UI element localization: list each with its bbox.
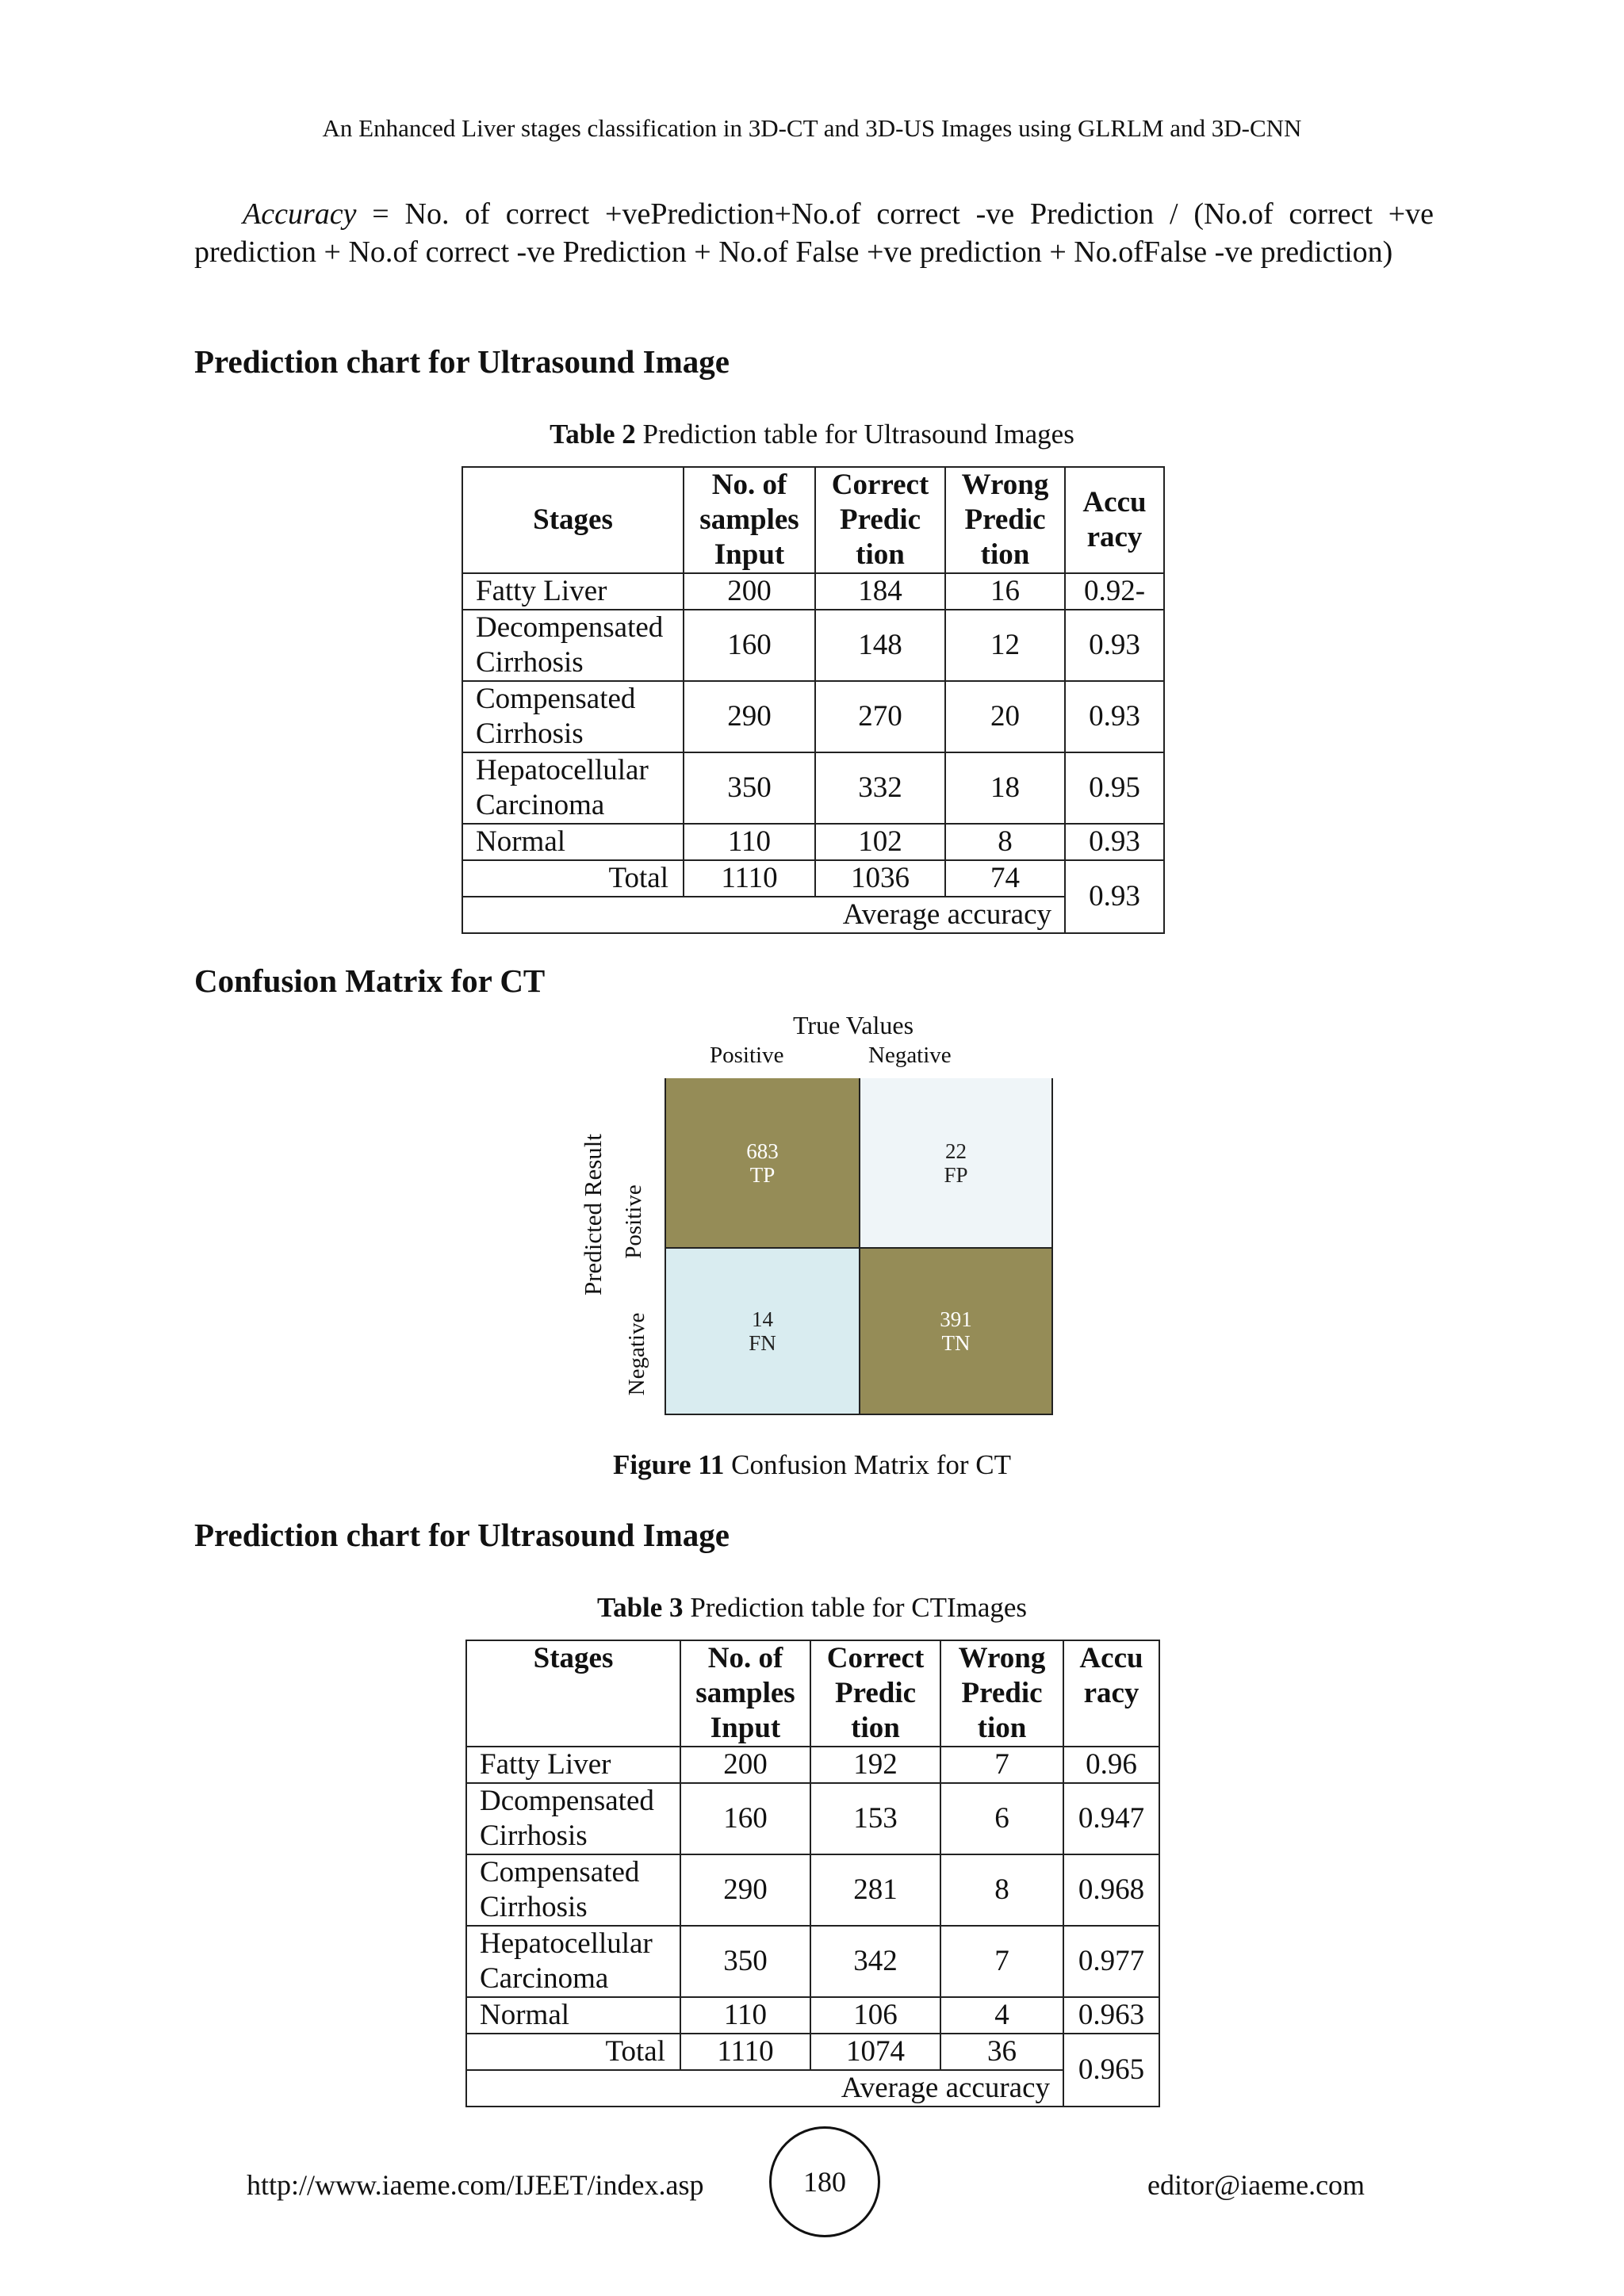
samples-cell: 200	[684, 573, 815, 610]
accuracy-cell: 0.947	[1063, 1783, 1159, 1854]
header-stages: Stages	[466, 1640, 680, 1747]
total-samples: 1110	[680, 2034, 810, 2070]
tn-code: TN	[941, 1331, 971, 1355]
header-samples: No. of samples Input	[680, 1640, 810, 1747]
stage-cell: Fatty Liver	[462, 573, 684, 610]
section-title-ultrasound: Prediction chart for Ultrasound Image	[194, 343, 730, 380]
stage-cell: Normal	[462, 824, 684, 860]
accuracy-cell: 0.968	[1063, 1854, 1159, 1926]
row-positive-label: Positive	[621, 1184, 646, 1259]
stage-cell: Compensated Cirrhosis	[466, 1854, 680, 1926]
stage-cell: Hepatocellular Carcinoma	[462, 752, 684, 824]
accuracy-cell: 0.963	[1063, 1997, 1159, 2034]
formula-text: = No. of correct +vePrediction+No.of correct -ve Prediction / (No.of correct +ve prediction + No.of correct -ve Prediction + No.of False +ve prediction + No.ofFalse -ve prediction)	[194, 197, 1434, 269]
accuracy-cell: 0.93	[1065, 681, 1164, 752]
stage-cell: Hepatocellular Carcinoma	[466, 1926, 680, 1997]
prediction-table-ct	[465, 1640, 1160, 2107]
samples-cell: 110	[684, 824, 815, 860]
total-label: Total	[462, 860, 684, 897]
wrong-cell: 6	[940, 1783, 1063, 1854]
table-row	[462, 573, 1164, 610]
table-row	[462, 824, 1164, 860]
fn-code: FN	[749, 1331, 776, 1355]
header-wrong: Wrong Predic tion	[940, 1640, 1063, 1747]
header-accuracy: Accu racy	[1065, 467, 1164, 573]
average-row	[462, 897, 1164, 933]
table-row	[466, 1926, 1159, 1997]
cell-fn	[665, 1247, 860, 1415]
total-samples: 1110	[684, 860, 815, 897]
header-correct: Correct Predic tion	[815, 467, 945, 573]
section-title-ultrasound-2: Prediction chart for Ultrasound Image	[194, 1517, 730, 1553]
correct-cell: 153	[810, 1783, 940, 1854]
section-title-confusion: Confusion Matrix for CT	[194, 962, 546, 999]
stage-cell: Normal	[466, 1997, 680, 2034]
total-label: Total	[466, 2034, 680, 2070]
stage-cell: Decompensated Cirrhosis	[462, 610, 684, 681]
col-positive-label: Positive	[710, 1043, 784, 1068]
accuracy-cell: 0.95	[1065, 752, 1164, 824]
samples-cell: 350	[684, 752, 815, 824]
samples-cell: 200	[680, 1747, 810, 1783]
header-wrong: Wrong Predic tion	[945, 467, 1065, 573]
total-row	[462, 860, 1164, 897]
average-accuracy-label: Average accuracy	[466, 2070, 1063, 2107]
header-stages: Stages	[462, 467, 684, 573]
accuracy-cell: 0.96	[1063, 1747, 1159, 1783]
table-row	[466, 1783, 1159, 1854]
correct-cell: 148	[815, 610, 945, 681]
page-number-text: 180	[803, 2166, 846, 2198]
samples-cell: 290	[684, 681, 815, 752]
col-negative-label: Negative	[868, 1043, 952, 1068]
header-samples: No. of samples Input	[684, 467, 815, 573]
correct-cell: 332	[815, 752, 945, 824]
header-accuracy: Accu racy	[1063, 1640, 1159, 1747]
total-correct: 1074	[810, 2034, 940, 2070]
wrong-cell: 12	[945, 610, 1065, 681]
accuracy-cell: 0.92-	[1065, 573, 1164, 610]
average-accuracy-value: 0.93	[1065, 860, 1164, 933]
correct-cell: 192	[810, 1747, 940, 1783]
correct-cell: 106	[810, 1997, 940, 2034]
table2-caption-text: Prediction table for Ultrasound Images	[635, 419, 1074, 450]
table-row	[462, 681, 1164, 752]
stage-cell: Fatty Liver	[466, 1747, 680, 1783]
wrong-cell: 7	[940, 1747, 1063, 1783]
cell-fp	[859, 1078, 1053, 1249]
samples-cell: 110	[680, 1997, 810, 2034]
correct-cell: 270	[815, 681, 945, 752]
total-wrong: 74	[945, 860, 1065, 897]
table-header-row	[462, 467, 1164, 573]
fn-value: 14	[752, 1307, 773, 1331]
table-row	[466, 1747, 1159, 1783]
correct-cell: 281	[810, 1854, 940, 1926]
true-values-label: True Values	[793, 1011, 914, 1039]
table2-caption-label: Table 2	[550, 419, 636, 450]
wrong-cell: 4	[940, 1997, 1063, 2034]
accuracy-cell: 0.977	[1063, 1926, 1159, 1997]
cell-tp	[665, 1078, 860, 1249]
formula-label: Accuracy	[243, 197, 357, 231]
wrong-cell: 8	[940, 1854, 1063, 1926]
table-header-row	[466, 1640, 1159, 1747]
figure11-caption-text: Confusion Matrix for CT	[724, 1449, 1011, 1480]
accuracy-cell: 0.93	[1065, 824, 1164, 860]
table3-caption-label: Table 3	[596, 1592, 684, 1623]
footer-email[interactable]: editor@iaeme.com	[1147, 2169, 1365, 2201]
stage-cell: Dcompensated Cirrhosis	[466, 1783, 680, 1854]
samples-cell: 290	[680, 1854, 810, 1926]
accuracy-formula	[194, 195, 1434, 271]
page-number	[769, 2126, 880, 2237]
running-header: An Enhanced Liver stages classification in 3D-CT and 3D-US Images using GLRLM and 3D-CNN	[322, 114, 1302, 142]
table-row	[462, 752, 1164, 824]
tp-code: TP	[749, 1162, 776, 1187]
table2-caption	[0, 419, 1624, 450]
tn-value: 391	[940, 1307, 972, 1331]
figure11-caption-label: Figure 11	[613, 1449, 725, 1480]
correct-cell: 184	[815, 573, 945, 610]
stage-cell: Compensated Cirrhosis	[462, 681, 684, 752]
footer-url[interactable]: http://www.iaeme.com/IJEET/index.asp	[247, 2169, 704, 2201]
wrong-cell: 7	[940, 1926, 1063, 1997]
predicted-result-label: Predicted Result	[579, 1133, 607, 1296]
wrong-cell: 8	[945, 824, 1065, 860]
table-row	[462, 610, 1164, 681]
wrong-cell: 20	[945, 681, 1065, 752]
table-row	[466, 1854, 1159, 1926]
cell-tn	[859, 1247, 1053, 1415]
samples-cell: 160	[684, 610, 815, 681]
average-accuracy-value: 0.965	[1063, 2034, 1159, 2107]
fp-code: FP	[944, 1162, 968, 1187]
correct-cell: 342	[810, 1926, 940, 1997]
average-accuracy-label: Average accuracy	[462, 897, 1065, 933]
total-correct: 1036	[815, 860, 945, 897]
average-row	[466, 2070, 1159, 2107]
tp-value: 683	[746, 1138, 779, 1163]
accuracy-cell: 0.93	[1065, 610, 1164, 681]
total-row	[466, 2034, 1159, 2070]
header-correct: Correct Predic tion	[810, 1640, 940, 1747]
correct-cell: 102	[815, 824, 945, 860]
figure11-caption	[0, 1449, 1624, 1481]
samples-cell: 350	[680, 1926, 810, 1997]
table3-caption	[0, 1592, 1624, 1624]
fp-value: 22	[945, 1138, 967, 1163]
total-wrong: 36	[940, 2034, 1063, 2070]
table-row	[466, 1997, 1159, 2034]
wrong-cell: 16	[945, 573, 1065, 610]
prediction-table-ultrasound	[462, 466, 1165, 934]
wrong-cell: 18	[945, 752, 1065, 824]
row-negative-label: Negative	[624, 1312, 649, 1396]
table3-caption-text: Prediction table for CTImages	[683, 1592, 1028, 1623]
samples-cell: 160	[680, 1783, 810, 1854]
